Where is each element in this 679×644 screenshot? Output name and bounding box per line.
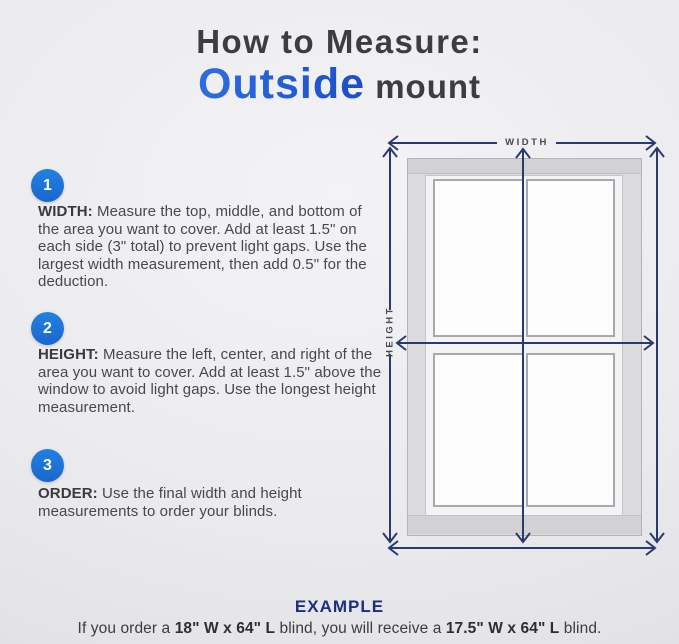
width-arrow-top-left-head [389,136,398,150]
step-2-number-badge [31,312,64,345]
window-pane-bottom-right [526,353,615,507]
example-prefix: If you order a [77,620,175,637]
width-measure-label: WIDTH [505,137,549,148]
step-1-number-badge [31,169,64,202]
step-3-text [38,485,384,520]
center-horizontal-arrow-left-head [397,336,406,350]
example-section [0,597,679,638]
height-arrow-right-bottom-head [650,533,664,542]
title-line-2 [0,61,679,117]
step-1-body: Measure the top, middle, and bottom of the area you want to cover. Add at least 1.5" on each side (3" total) to prevent light gaps. Use the largest width measurement, then add 0.5" for the deduction. [38,203,367,290]
example-heading: EXAMPLE [294,597,385,616]
width-arrow-bottom-left-head [389,541,398,555]
example-sentence [0,620,679,638]
center-vertical-arrow-top-head [516,149,530,158]
step-2-text [38,346,384,416]
window-top-casing [408,159,641,174]
center-horizontal-arrow-right-head [644,336,653,350]
title-suffix-mount: mount [365,68,482,105]
width-arrow-bottom-right-head [646,541,655,555]
step-1-label: WIDTH: [38,203,93,220]
step-1-text [38,203,384,291]
window-sash [425,175,623,517]
step-3-label: ORDER: [38,485,98,502]
step-3-number-badge [31,449,64,482]
window-frame [407,158,642,536]
title-highlight-outside: Outside [197,60,366,108]
step-2-label: HEIGHT: [38,346,99,363]
step-2-number: 2 [43,319,52,337]
height-measure-label: HEIGHT [384,306,396,357]
height-arrow-left-top-head [383,148,397,157]
title-line-1: How to Measure: [196,23,483,60]
window-pane-top-left [433,179,524,337]
page-title [0,24,679,117]
height-arrow-left-bottom-head [383,533,397,542]
step-3-body: Use the final width and height measurements to order your blinds. [38,485,302,520]
height-arrow-right-top-head [650,148,664,157]
width-arrow-top-right-head [646,136,655,150]
example-middle: blind, you will receive a [275,620,446,637]
example-receive-size: 17.5" W x 64" L [445,620,560,637]
step-1-number: 1 [43,176,52,194]
example-suffix: blind. [559,620,602,637]
example-order-size: 18" W x 64" L [174,620,276,637]
window-pane-top-right [526,179,615,337]
step-2-body: Measure the left, center, and right of the area you want to cover. Add at least 1.5" above the window to avoid light gaps. Use the longest height measurement. [38,346,382,416]
window-sill [408,515,641,534]
step-3-number: 3 [43,456,52,474]
window-pane-bottom-left [433,353,524,507]
